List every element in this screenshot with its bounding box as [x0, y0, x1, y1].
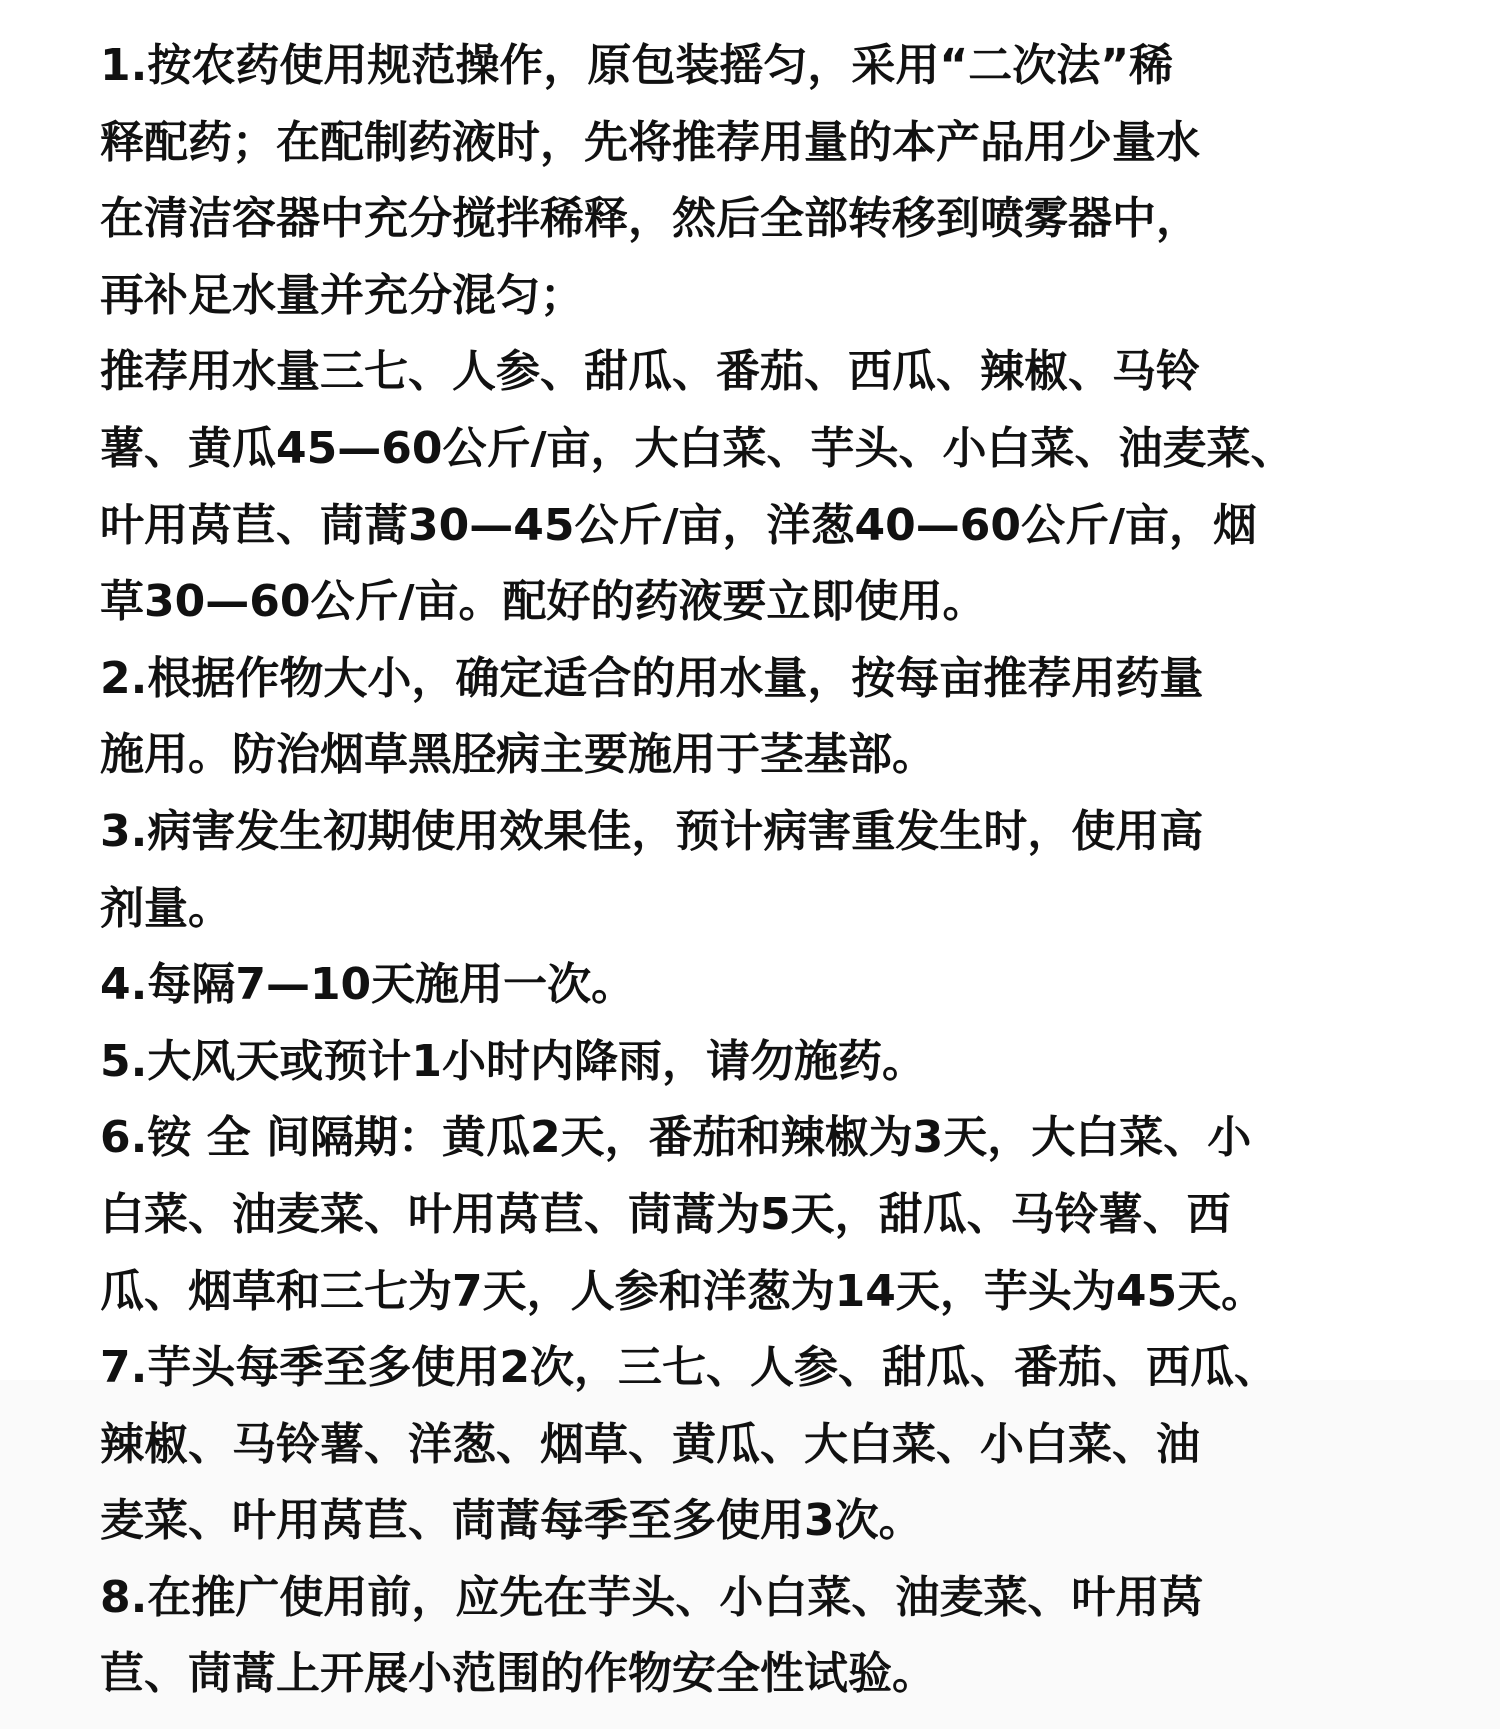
text-line: 麦菜、叶用莴苣、茼蒿每季至多使用3次。	[100, 1495, 923, 1547]
text-line: 剂量。	[100, 882, 232, 934]
text-line: 施用。防治烟草黑胫病主要施用于茎基部。	[100, 729, 936, 781]
instructions-text	[100, 28, 1500, 1713]
text-line: 5.大风天或预计1小时内降雨，请勿施药。	[100, 1035, 926, 1087]
text-line: 3.病害发生初期使用效果佳，预计病害重发生时，使用高	[100, 805, 1204, 857]
text-line: 瓜、烟草和三七为7天，人参和洋葱为14天，芋头为45天。	[100, 1265, 1266, 1317]
text-line: 辣椒、马铃薯、洋葱、烟草、黄瓜、大白菜、小白菜、油	[100, 1418, 1200, 1470]
text-line: 苣、茼蒿上开展小范围的作物安全性试验。	[100, 1648, 936, 1700]
text-line: 白菜、油麦菜、叶用莴苣、茼蒿为5天，甜瓜、马铃薯、西	[100, 1188, 1231, 1240]
text-line: 释配药；在配制药液时，先将推荐用量的本产品用少量水	[100, 116, 1200, 168]
text-line: 在清洁容器中充分搅拌稀释，然后全部转移到喷雾器中，	[100, 193, 1200, 245]
text-line: 6.铵 全 间隔期：黄瓜2天，番茄和辣椒为3天，大白菜、小	[100, 1112, 1252, 1164]
text-line: 草30—60公斤/亩。配好的药液要立即使用。	[100, 576, 987, 628]
text-line: 1.按农药使用规范操作，原包装摇匀，采用“二次法”稀	[100, 40, 1174, 91]
text-line: 推荐用水量三七、人参、甜瓜、番茄、西瓜、辣椒、马铃	[100, 346, 1200, 398]
text-line: 再补足水量并充分混匀；	[100, 269, 584, 321]
text-line: 7.芋头每季至多使用2次，三七、人参、甜瓜、番茄、西瓜、	[100, 1342, 1278, 1394]
text-line: 8.在推广使用前，应先在芋头、小白菜、油麦菜、叶用莴	[100, 1571, 1204, 1623]
text-line: 2.根据作物大小，确定适合的用水量，按每亩推荐用药量	[100, 652, 1204, 704]
text-line: 叶用莴苣、茼蒿30—45公斤/亩，洋葱40—60公斤/亩，烟	[100, 499, 1258, 551]
text-line: 4.每隔7—10天施用一次。	[100, 959, 636, 1011]
text-line: 薯、黄瓜45—60公斤/亩，大白菜、芋头、小白菜、油麦菜、	[100, 422, 1295, 474]
